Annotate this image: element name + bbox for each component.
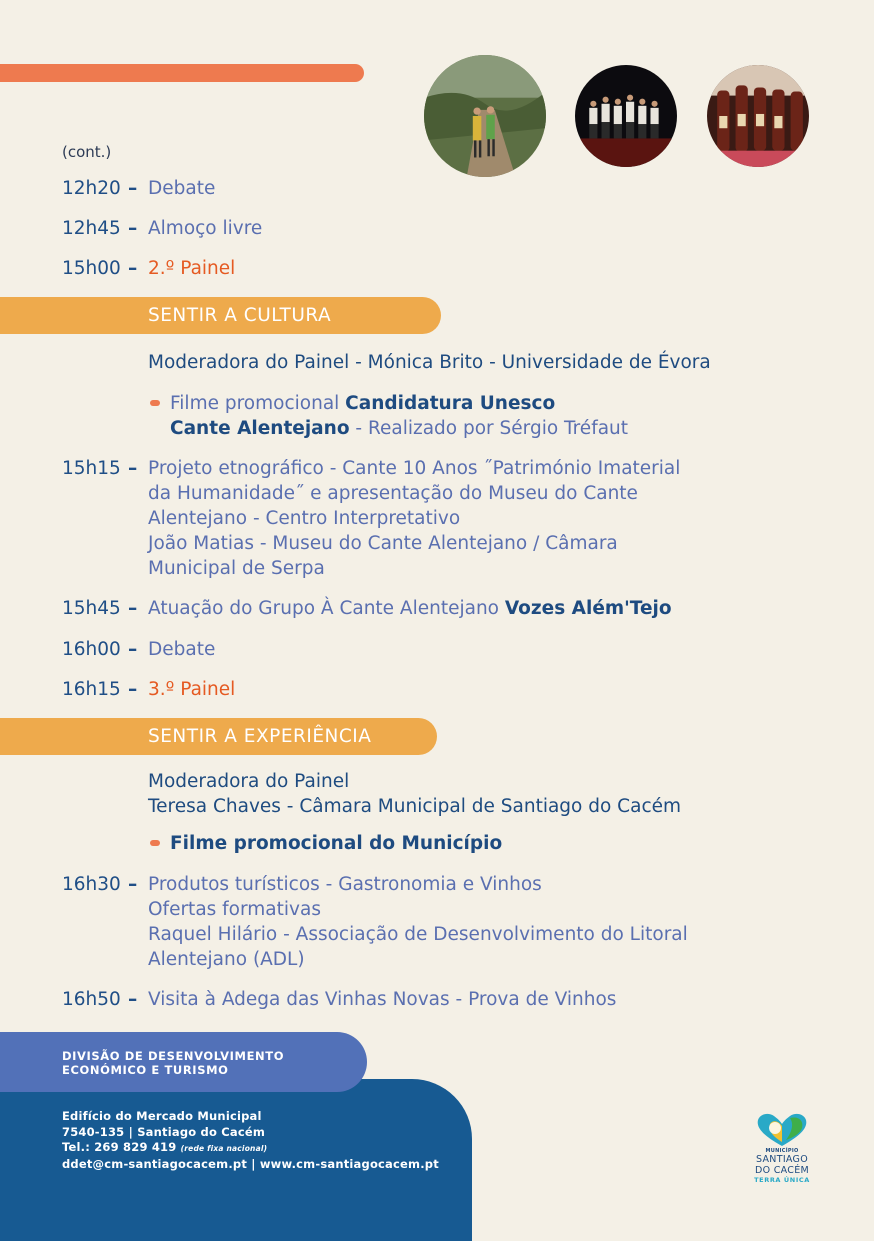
dash: –: [128, 458, 138, 479]
dash: –: [128, 178, 138, 199]
bullet-icon: [150, 840, 160, 846]
group-name: Vozes Além'Tejo: [504, 598, 672, 619]
time: 15h15: [62, 458, 121, 479]
schedule-row: [62, 596, 672, 621]
panel-moderator: Moderadora do Painel: [148, 771, 350, 792]
activity-description: Projeto etnográfico - Cante 10 Anos ˝Património Imaterial da Humanidade˝ e apresentação do Museu do Cante Alentejano - Centro Interpretativo João Matias - Museu do Cante Alentejano / Câmara Municipal de Serpa: [148, 458, 681, 579]
dash: –: [128, 218, 138, 239]
bullet-item-continued: Cante Alentejano - Realizado por Sérgio Tréfaut: [170, 418, 629, 439]
schedule-row: [62, 872, 688, 972]
bullet-item: Filme promocional Candidatura Unesco: [170, 393, 556, 414]
time: 12h20: [62, 178, 121, 199]
schedule-row: [62, 677, 235, 702]
panel-moderator: Moderadora do Painel - Mónica Brito - Universidade de Évora: [148, 352, 711, 373]
schedule-row: [62, 637, 215, 662]
time: 16h50: [62, 989, 121, 1010]
panel-label: 3.º Painel: [148, 679, 236, 700]
dash: –: [128, 874, 138, 895]
hikers-photo: [424, 55, 546, 177]
activity: Debate: [148, 639, 216, 660]
schedule-row: [62, 256, 235, 281]
bullet-icon: [150, 400, 160, 406]
dash: –: [128, 598, 138, 619]
email-website: ddet@cm-santiagocacem.pt | www.cm-santiagocacem.pt: [62, 1156, 439, 1171]
schedule-row: [62, 176, 215, 201]
dash: –: [128, 679, 138, 700]
municipality-logo: MUNICÍPIO SANTIAGO DO CACÉM TERRA ÚNICA: [746, 1112, 818, 1184]
time: 15h45: [62, 598, 121, 619]
dash: –: [128, 258, 138, 279]
schedule-row: [62, 987, 616, 1012]
time: 12h45: [62, 218, 121, 239]
dash: –: [128, 639, 138, 660]
contact-info: [62, 1109, 439, 1172]
dash: –: [128, 989, 138, 1010]
continued-label: (cont.): [62, 143, 112, 161]
panel-label: 2.º Painel: [148, 258, 236, 279]
activity: Atuação do Grupo À Cante Alentejano: [148, 598, 505, 619]
division-name: DIVISÃO DE DESENVOLVIMENTO ECONÓMICO E TURISMO: [62, 1049, 285, 1077]
telephone: Tel.: 269 829 419 (rede fixa nacional): [62, 1140, 268, 1154]
bullet-item: Filme promocional do Município: [170, 833, 503, 854]
schedule-row: [62, 456, 681, 581]
schedule-row: [62, 216, 262, 241]
section-title: SENTIR A CULTURA: [148, 305, 332, 326]
activity: Almoço livre: [148, 218, 263, 239]
time: 16h00: [62, 639, 121, 660]
address: Edifício do Mercado Municipal: [62, 1109, 262, 1123]
activity: Visita à Adega das Vinhas Novas - Prova de Vinhos: [148, 989, 617, 1010]
section-title: SENTIR A EXPERIÊNCIA: [148, 726, 372, 747]
heart-logo-icon: [754, 1112, 810, 1148]
time: 15h00: [62, 258, 121, 279]
wine-tasting-photo: [707, 65, 809, 167]
panel-moderator-name: Teresa Chaves - Câmara Municipal de Santiago do Cacém: [148, 796, 682, 817]
postal-code: 7540-135 | Santiago do Cacém: [62, 1124, 266, 1139]
activity: Debate: [148, 178, 216, 199]
top-accent-bar: [0, 64, 364, 82]
activity-description: Produtos turísticos - Gastronomia e Vinhos Ofertas formativas Raquel Hilário - Associação de Desenvolvimento do Litoral Alentejano (ADL): [148, 874, 688, 970]
time: 16h30: [62, 874, 121, 895]
choir-photo: [575, 65, 677, 167]
time: 16h15: [62, 679, 121, 700]
